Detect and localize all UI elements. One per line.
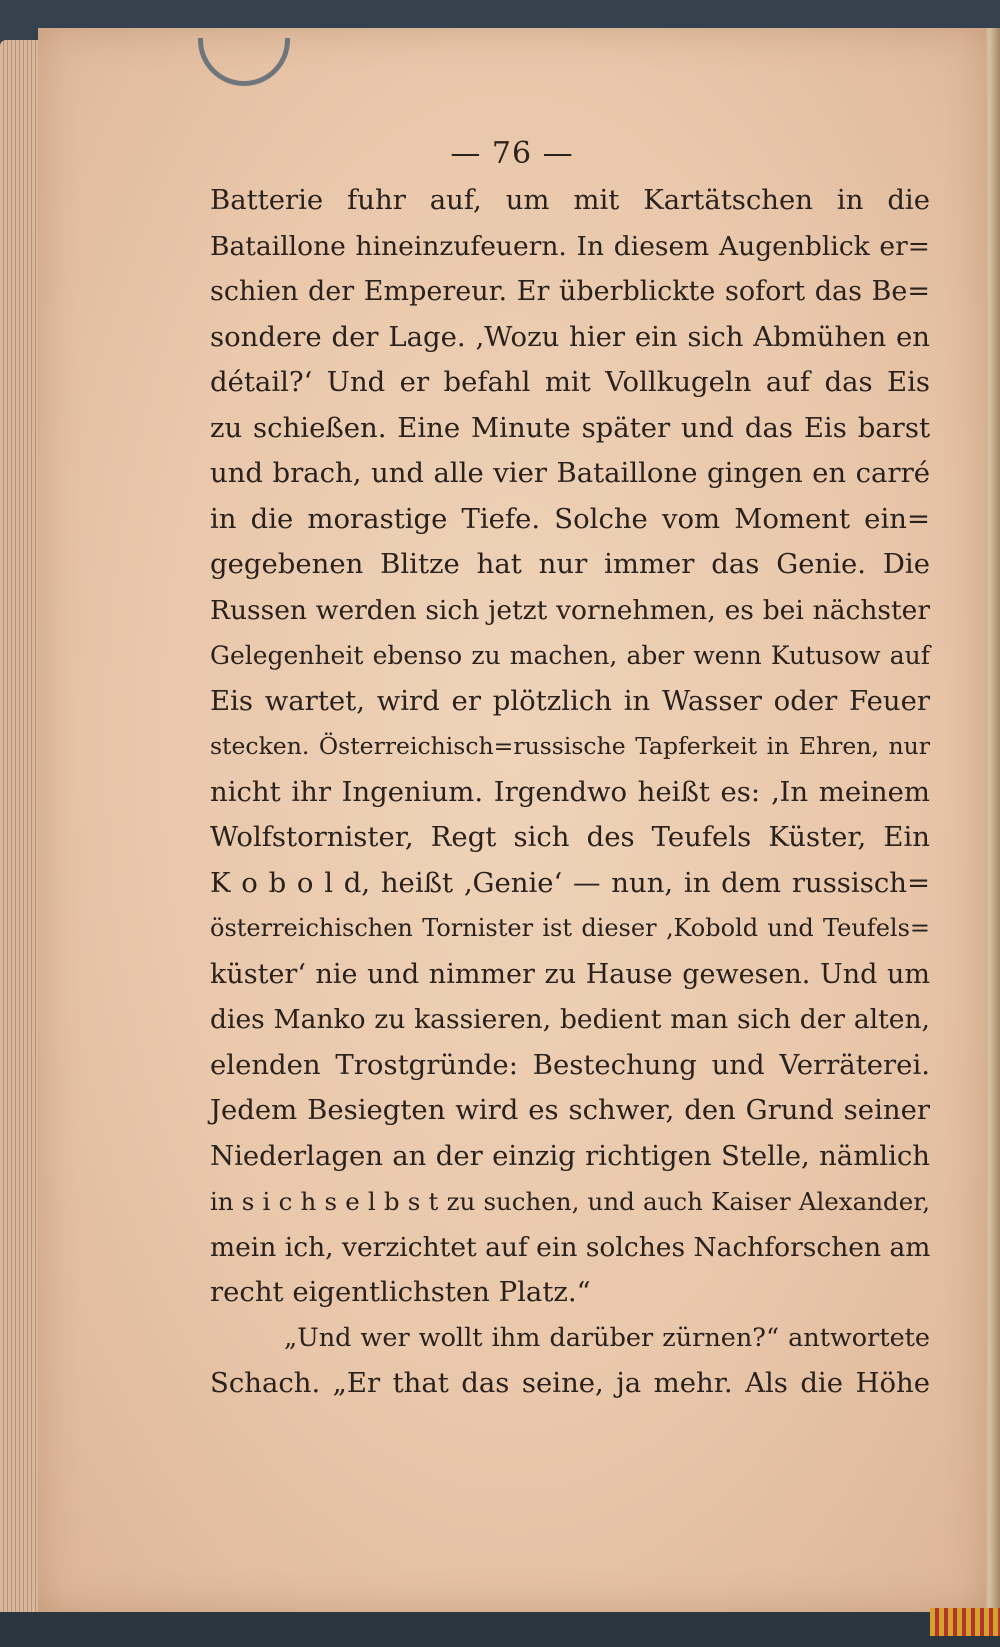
text-line: elenden Trostgründe: Bestechung und Verräterei. (210, 1048, 930, 1081)
text-line: Niederlagen an der einzig richtigen Stelle, nämlich (210, 1139, 930, 1172)
text-line: Russen werden sich jetzt vornehmen, es bei nächster (210, 594, 930, 626)
bookmark-ribbon (930, 1608, 1000, 1636)
text-line: in die morastige Tiefe. Solche vom Moment ein= (210, 502, 930, 535)
text-line: Schach. „Er that das seine, ja mehr. Als die Höhe (210, 1367, 930, 1399)
text-line: mein ich, verzichtet auf ein solches Nachforschen am (210, 1231, 931, 1263)
text-line: Jedem Besiegten wird es schwer, den Grund seiner (210, 1094, 930, 1126)
text-line: Batterie fuhr auf, um mit Kartätschen in die (210, 184, 930, 216)
text-line: zu schießen. Eine Minute später und das Eis barst (210, 411, 930, 444)
paper-clip-icon (198, 38, 290, 86)
body-text (210, 178, 930, 1407)
text-line: Bataillone hineinzufeuern. In diesem Augenblick er= (210, 230, 930, 262)
text-line: Gelegenheit ebenso zu machen, aber wenn Kutusow auf (210, 641, 930, 670)
text-line: K o b o l d, heißt ‚Genie‘ — nun, in dem russisch= (210, 866, 930, 899)
text-line: stecken. Österreichisch=russische Tapferkeit in Ehren, nur (210, 732, 930, 760)
scan-background (0, 1612, 1000, 1647)
text-line: nicht ihr Ingenium. Irgendwo heißt es: ‚In meinem (210, 775, 930, 808)
text-line: schien der Empereur. Er überblickte sofort das Be= (210, 276, 930, 307)
text-line: in s i c h s e l b s t zu suchen, und auch Kaiser Alexander, (210, 1187, 930, 1216)
text-line: „Und wer wollt ihm darüber zürnen?“ antwortete (284, 1322, 930, 1353)
text-line: dies Manko zu kassieren, bedient man sich der alten, (210, 1004, 930, 1035)
text-line: gegebenen Blitze hat nur immer das Genie. Die (210, 548, 930, 580)
text-line: Wolfstornister, Regt sich des Teufels Küster, Ein (210, 821, 930, 853)
text-line: détail?‘ Und er befahl mit Vollkugeln auf das Eis (210, 366, 930, 398)
text-line: Eis wartet, wird er plötzlich in Wasser oder Feuer (210, 684, 930, 717)
text-line: sondere der Lage. ‚Wozu hier ein sich Abmühen en (210, 320, 930, 353)
text-line: österreichischen Tornister ist dieser ‚Kobold und Teufels= (210, 914, 930, 942)
text-line: recht eigentlichsten Platz.“ (210, 1276, 591, 1308)
text-line: und brach, und alle vier Bataillone gingen en carré (210, 457, 930, 489)
text-line: küster‘ nie und nimmer zu Hause gewesen. Und um (210, 958, 930, 990)
page-number: — 76 — (450, 136, 574, 171)
